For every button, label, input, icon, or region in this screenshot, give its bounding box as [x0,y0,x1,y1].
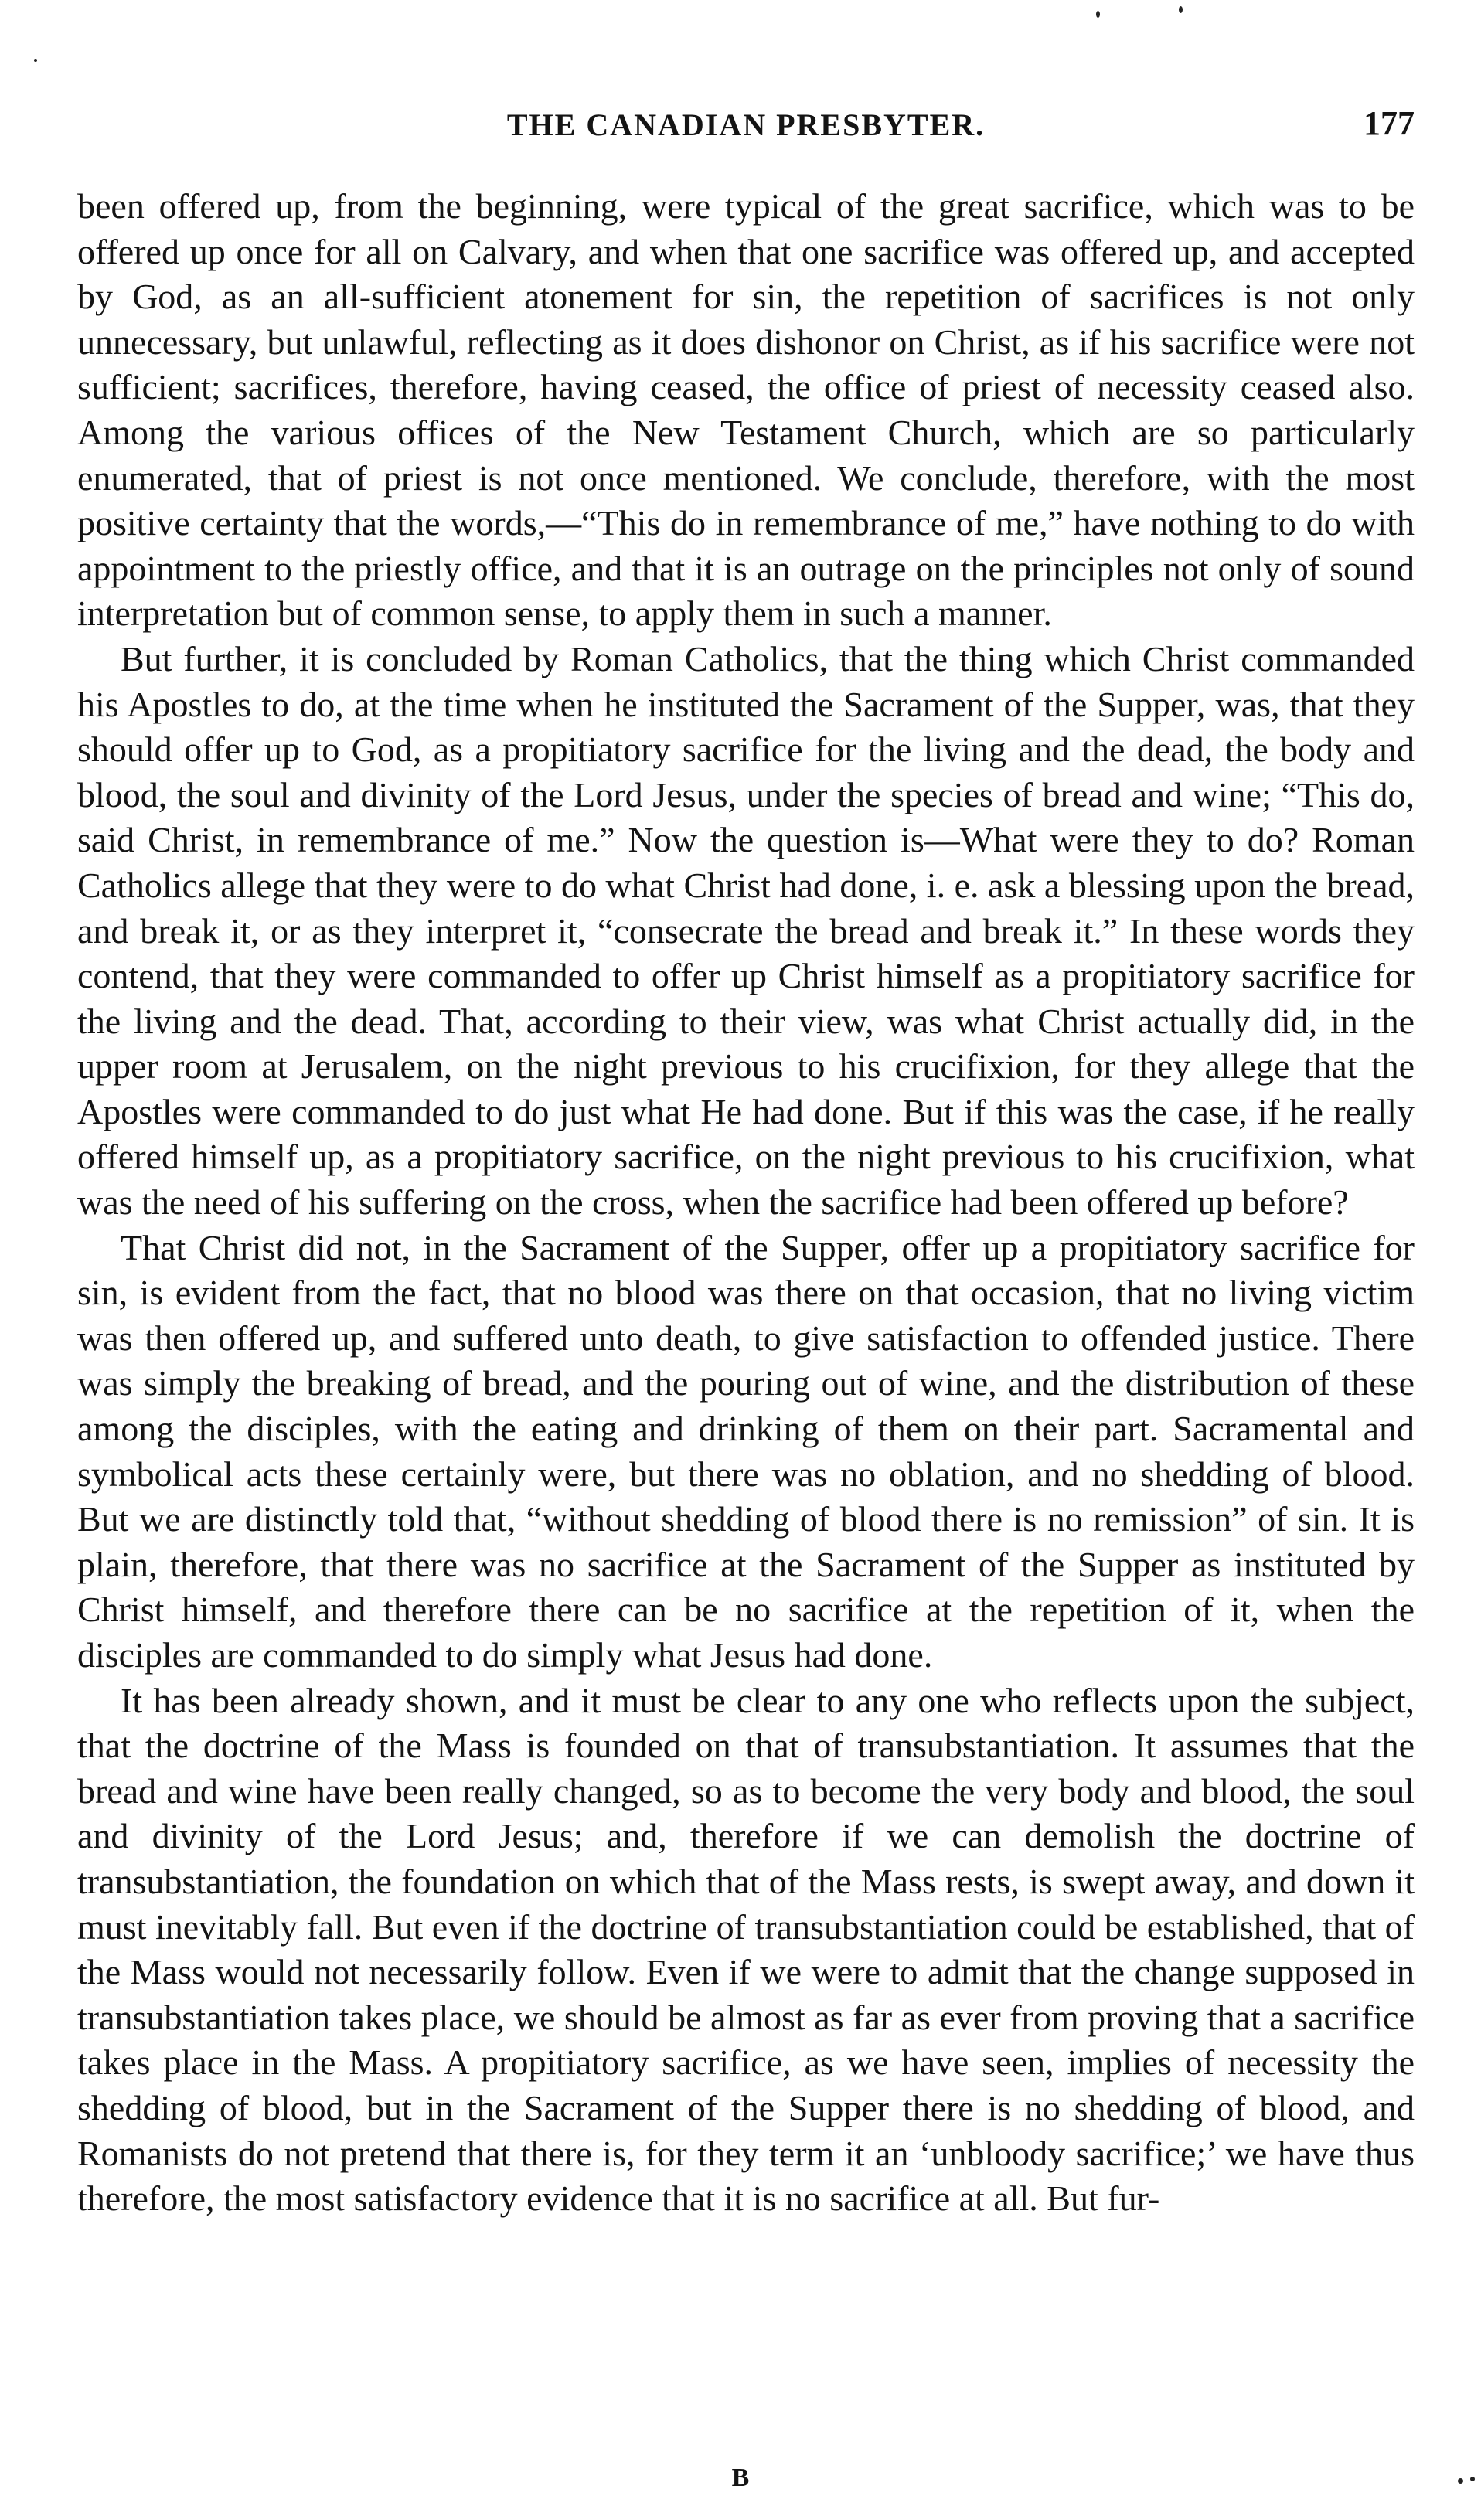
signature-mark: B [731,2464,750,2492]
page-header [77,99,1415,153]
scan-speck [34,59,37,62]
page-number: 177 [1364,104,1415,142]
running-title: THE CANADIAN PRESBYTER. [506,107,986,142]
paragraph-1: been offered up, from the beginning, were typical of the great sacrifice, which was to be offered up once for all on Calvary, and when that one sacrifice was offered up, and accepted by God, as an all-sufficient atonement for sin, the repetition of sacrifices is not only unnecessary, but unlawful, reflecting as it does dishonor on Christ, as if his sacrifice were not sufficient; sacrifices, therefore, having ceased, the office of priest of necessity ceased also. Among the various offices of the New Testament Church, which are so particularly enumerated, that of priest is not once mentioned. We conclude, therefore, with the most positive certainty that the words,—“This do in remembrance of me,” have nothing to do with appointment to the priestly office, and that it is an outrage on the principles not only of sound interpretation but of common sense, to apply them in such a manner. [77,186,1415,634]
paragraph-3: That Christ did not, in the Sacrament of the Supper, offer up a propitiatory sacrifice for sin, is evident from the fact, that no blood was there on that occasion, that no living victim was then offered up, and suffered unto death, to give satisfaction to offended justice. There was simply the breaking of bread, and the pouring out of wine, and the distribution of these among the disciples, with the eating and drinking of them on their part. Sacramental and symbolical acts these certainly were, but there was no oblation, and no shedding of blood. But we are distinctly told that, “without shedding of blood there is no remission” of sin. It is plain, therefore, that there was no sacrifice at the Sacrament of the Supper as instituted by Christ himself, and therefore there can be no sacrifice at the repetition of it, when the disciples are commanded to do simply what Jesus had done. [77,1227,1415,1675]
scan-speck [1458,2478,1463,2484]
scan-speck [1470,2477,1475,2481]
paragraph-4: It has been already shown, and it must be clear to any one who reflects upon the subject, that the doctrine of the Mass is founded on that of transubstantiation. It assumes that the bread and wine have been really changed, so as to become the very body and blood, the soul and divinity of the Lord Jesus; and, therefore if we can demolish the doctrine of transubstantiation, the foundation on which that of the Mass rests, is swept away, and down it must inevitably fall. But even if the doctrine of transubstantiation could be established, that of the Mass would not necessarily follow. Even if we were to admit that the change supposed in transubstantiation takes place, we should be almost as far as ever from proving that a sacrifice takes place in the Mass. A propitiatory sacrifice, as we have seen, implies of necessity the shedding of blood, but in the Sacrament of the Supper there is no shedding of blood, and Romanists do not pretend that there is, for they term it an ‘unbloody sacrifice;’ we have thus therefore, the most satisfactory evidence that it is no sacrifice at all. But fur- [77,1680,1415,2219]
body-text [77,184,1415,2222]
scan-speck [1096,11,1100,18]
paragraph-2: But further, it is concluded by Roman Catholics, that the thing which Christ commanded his Apostles to do, at the time when he instituted the Sacrament of the Supper, was, that they should offer up to God, as a propitiatory sacrifice for the living and the dead, the body and blood, the soul and divinity of the Lord Jesus, under the species of bread and wine; “This do, said Christ, in remembrance of me.” Now the question is—What were they to do? Roman Catholics allege that they were to do what Christ had done, i. e. ask a blessing upon the bread, and break it, or as they interpret it, “consecrate the bread and break it.” In these words they contend, that they were commanded to offer up Christ himself as a propitiatory sacrifice for the living and the dead. That, according to their view, was what Christ actually did, in the upper room at Jerusalem, on the night previous to his crucifixion, for they allege that the Apostles were commanded to do just what He had done. But if this was the case, if he really offered himself up, as a propitiatory sacrifice, on the night previous to his crucifixion, what was the need of his suffering on the cross, when the sacrifice had been offered up before? [77,638,1415,1223]
scan-speck [1179,6,1183,13]
